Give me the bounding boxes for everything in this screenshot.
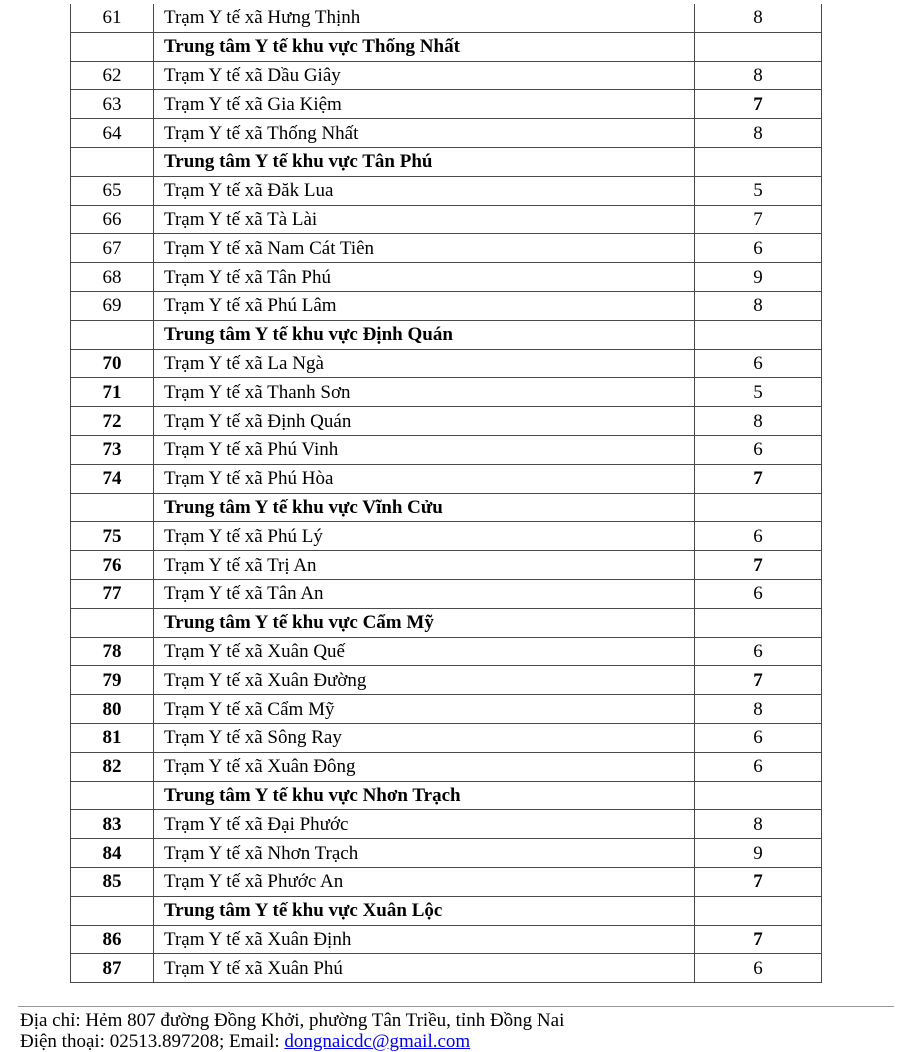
staff-count-cell: 8 [695, 407, 822, 436]
station-name-cell: Trạm Y tế xã Đại Phước [154, 810, 695, 839]
table-row [71, 522, 822, 551]
group-name-cell: Trung tâm Y tế khu vực Tân Phú [154, 147, 695, 176]
row-number-cell: 69 [71, 291, 154, 320]
footer-address: Địa chỉ: Hẻm 807 đường Đồng Khởi, phường Tân Triều, tỉnh Đồng Nai [20, 1010, 565, 1031]
station-name-cell: Trạm Y tế xã Tà Lài [154, 205, 695, 234]
station-name-cell: Trạm Y tế xã Hưng Thịnh [154, 4, 695, 32]
row-number-cell: 70 [71, 349, 154, 378]
table-row [71, 90, 822, 119]
table-row [71, 435, 822, 464]
group-value-cell [695, 608, 822, 637]
staff-count-cell: 7 [695, 551, 822, 580]
footer-phone: Điện thoại: 02513.897208; Email: [20, 1031, 285, 1052]
staff-count-cell: 6 [695, 637, 822, 666]
station-name-cell: Trạm Y tế xã Tân An [154, 579, 695, 608]
table-row [71, 205, 822, 234]
row-number-cell: 85 [71, 867, 154, 896]
row-number-cell: 82 [71, 752, 154, 781]
staff-count-cell: 6 [695, 522, 822, 551]
group-number-cell [71, 32, 154, 61]
staff-count-cell: 7 [695, 925, 822, 954]
staff-count-cell: 9 [695, 263, 822, 292]
table-row [71, 839, 822, 868]
station-name-cell: Trạm Y tế xã Đăk Lua [154, 176, 695, 205]
station-name-cell: Trạm Y tế xã Nhơn Trạch [154, 839, 695, 868]
table-row [71, 666, 822, 695]
table-body [71, 4, 822, 983]
group-header-row [71, 147, 822, 176]
staff-count-cell: 6 [695, 234, 822, 263]
group-header-row [71, 608, 822, 637]
table-row [71, 752, 822, 781]
station-name-cell: Trạm Y tế xã La Ngà [154, 349, 695, 378]
group-header-row [71, 320, 822, 349]
station-name-cell: Trạm Y tế xã Sông Ray [154, 723, 695, 752]
staff-count-cell: 7 [695, 666, 822, 695]
staff-count-cell: 8 [695, 695, 822, 724]
table-row [71, 723, 822, 752]
row-number-cell: 78 [71, 637, 154, 666]
row-number-cell: 68 [71, 263, 154, 292]
group-value-cell [695, 896, 822, 925]
table-row [71, 637, 822, 666]
table-row [71, 234, 822, 263]
group-value-cell [695, 147, 822, 176]
station-name-cell: Trạm Y tế xã Xuân Phú [154, 954, 695, 983]
health-station-table [70, 4, 822, 983]
row-number-cell: 80 [71, 695, 154, 724]
group-number-cell [71, 781, 154, 810]
group-name-cell: Trung tâm Y tế khu vực Định Quán [154, 320, 695, 349]
station-name-cell: Trạm Y tế xã Xuân Định [154, 925, 695, 954]
row-number-cell: 63 [71, 90, 154, 119]
row-number-cell: 73 [71, 435, 154, 464]
station-name-cell: Trạm Y tế xã Phú Vinh [154, 435, 695, 464]
staff-count-cell: 5 [695, 378, 822, 407]
staff-count-cell: 8 [695, 810, 822, 839]
group-header-row [71, 493, 822, 522]
station-name-cell: Trạm Y tế xã Nam Cát Tiên [154, 234, 695, 263]
group-number-cell [71, 896, 154, 925]
row-number-cell: 61 [71, 4, 154, 32]
footer-divider [18, 1006, 894, 1007]
station-name-cell: Trạm Y tế xã Xuân Đường [154, 666, 695, 695]
group-value-cell [695, 493, 822, 522]
page-footer [20, 1010, 564, 1052]
table-row [71, 925, 822, 954]
group-header-row [71, 32, 822, 61]
table-row [71, 579, 822, 608]
table-row [71, 551, 822, 580]
table-row [71, 464, 822, 493]
staff-count-cell: 9 [695, 839, 822, 868]
row-number-cell: 66 [71, 205, 154, 234]
group-number-cell [71, 608, 154, 637]
group-value-cell [695, 781, 822, 810]
group-name-cell: Trung tâm Y tế khu vực Nhơn Trạch [154, 781, 695, 810]
station-name-cell: Trạm Y tế xã Thống Nhất [154, 119, 695, 148]
group-number-cell [71, 320, 154, 349]
row-number-cell: 86 [71, 925, 154, 954]
group-number-cell [71, 493, 154, 522]
table-row [71, 810, 822, 839]
station-name-cell: Trạm Y tế xã Xuân Đông [154, 752, 695, 781]
station-name-cell: Trạm Y tế xã Trị An [154, 551, 695, 580]
group-name-cell: Trung tâm Y tế khu vực Thống Nhất [154, 32, 695, 61]
group-header-row [71, 896, 822, 925]
row-number-cell: 87 [71, 954, 154, 983]
station-name-cell: Trạm Y tế xã Dầu Giây [154, 61, 695, 90]
row-number-cell: 76 [71, 551, 154, 580]
row-number-cell: 74 [71, 464, 154, 493]
table-row [71, 119, 822, 148]
table-row [71, 867, 822, 896]
row-number-cell: 81 [71, 723, 154, 752]
row-number-cell: 67 [71, 234, 154, 263]
station-name-cell: Trạm Y tế xã Định Quán [154, 407, 695, 436]
group-name-cell: Trung tâm Y tế khu vực Xuân Lộc [154, 896, 695, 925]
staff-count-cell: 6 [695, 435, 822, 464]
group-value-cell [695, 32, 822, 61]
row-number-cell: 65 [71, 176, 154, 205]
table-row [71, 291, 822, 320]
footer-contact [20, 1031, 564, 1052]
staff-count-cell: 5 [695, 176, 822, 205]
row-number-cell: 75 [71, 522, 154, 551]
row-number-cell: 77 [71, 579, 154, 608]
table-row [71, 407, 822, 436]
row-number-cell: 64 [71, 119, 154, 148]
staff-count-cell: 8 [695, 4, 822, 32]
staff-count-cell: 7 [695, 205, 822, 234]
group-value-cell [695, 320, 822, 349]
staff-count-cell: 7 [695, 464, 822, 493]
station-name-cell: Trạm Y tế xã Phú Lý [154, 522, 695, 551]
table-row [71, 4, 822, 32]
row-number-cell: 72 [71, 407, 154, 436]
group-name-cell: Trung tâm Y tế khu vực Cẩm Mỹ [154, 608, 695, 637]
staff-count-cell: 8 [695, 119, 822, 148]
staff-count-cell: 6 [695, 579, 822, 608]
row-number-cell: 84 [71, 839, 154, 868]
station-name-cell: Trạm Y tế xã Xuân Quế [154, 637, 695, 666]
station-name-cell: Trạm Y tế xã Phú Lâm [154, 291, 695, 320]
table-row [71, 61, 822, 90]
staff-count-cell: 6 [695, 723, 822, 752]
staff-count-cell: 6 [695, 349, 822, 378]
staff-count-cell: 8 [695, 291, 822, 320]
station-name-cell: Trạm Y tế xã Phú Hòa [154, 464, 695, 493]
row-number-cell: 71 [71, 378, 154, 407]
row-number-cell: 79 [71, 666, 154, 695]
station-name-cell: Trạm Y tế xã Thanh Sơn [154, 378, 695, 407]
station-name-cell: Trạm Y tế xã Gia Kiệm [154, 90, 695, 119]
table-row [71, 263, 822, 292]
table-row [71, 695, 822, 724]
staff-count-cell: 6 [695, 954, 822, 983]
row-number-cell: 62 [71, 61, 154, 90]
table-row [71, 954, 822, 983]
staff-count-cell: 7 [695, 867, 822, 896]
group-number-cell [71, 147, 154, 176]
station-name-cell: Trạm Y tế xã Tân Phú [154, 263, 695, 292]
table-row [71, 176, 822, 205]
staff-count-cell: 6 [695, 752, 822, 781]
table-row [71, 349, 822, 378]
row-number-cell: 83 [71, 810, 154, 839]
station-name-cell: Trạm Y tế xã Phước An [154, 867, 695, 896]
group-header-row [71, 781, 822, 810]
table-row [71, 378, 822, 407]
staff-count-cell: 8 [695, 61, 822, 90]
footer-email-link[interactable]: dongnaicdc@gmail.com [284, 1031, 471, 1052]
station-name-cell: Trạm Y tế xã Cẩm Mỹ [154, 695, 695, 724]
group-name-cell: Trung tâm Y tế khu vực Vĩnh Cửu [154, 493, 695, 522]
staff-count-cell: 7 [695, 90, 822, 119]
